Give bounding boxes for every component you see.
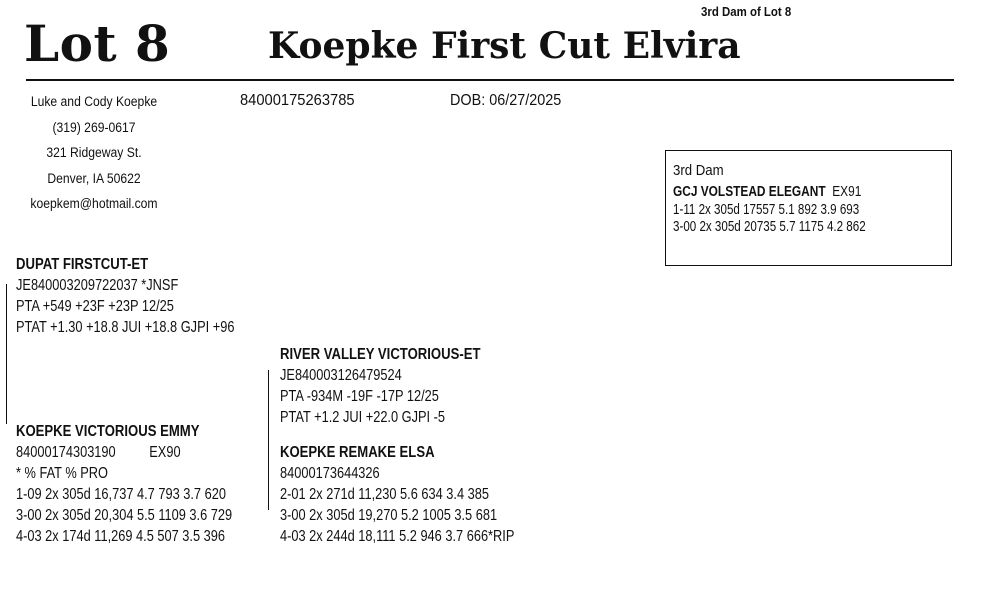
dams-sire-pta: PTA -934M -19F -17P 12/25 xyxy=(280,388,439,405)
dams-dam-record: 4-03 2x 244d 18,111 5.2 946 3.7 666*RIP xyxy=(280,528,515,545)
consignor-phone: (319) 269-0617 xyxy=(52,119,136,135)
third-dam-record: 3-00 2x 305d 20735 5.7 1175 4.2 862 xyxy=(673,219,866,235)
dam-score: EX90 xyxy=(149,444,181,461)
third-dam-name-line xyxy=(673,183,870,202)
consignor-name: Luke and Cody Koepke xyxy=(30,94,158,109)
dam-record: 1-09 2x 305d 16,737 4.7 793 3.7 620 xyxy=(16,486,226,503)
sire-reg: JE840003209722037 *JNSF xyxy=(16,277,179,294)
dams-dam-reg: 84000173644326 xyxy=(280,465,380,482)
dam-record: 3-00 2x 305d 20,304 5.5 1109 3.6 729 xyxy=(16,507,233,524)
third-dam-name: GCJ VOLSTEAD ELEGANT xyxy=(673,184,826,200)
consignor-city: Denver, IA 50622 xyxy=(47,170,141,186)
dam-block xyxy=(16,422,286,547)
dam-reg-line xyxy=(16,442,232,463)
sire-ptat: PTAT +1.30 +18.8 JUI +18.8 GJPI +96 xyxy=(16,319,235,336)
animal-name-title: Koepke First Cut Elvira xyxy=(268,25,741,67)
sire-block xyxy=(16,255,289,338)
dam-name: KOEPKE VICTORIOUS EMMY xyxy=(16,423,200,440)
corner-label: 3rd Dam of Lot 8 xyxy=(701,4,792,19)
dam-record-header: * % FAT % PRO xyxy=(16,465,108,482)
consignor-info xyxy=(10,89,178,217)
dams-dam-record: 3-00 2x 305d 19,270 5.2 1005 3.5 681 xyxy=(280,507,498,524)
third-dam-record: 1-11 2x 305d 17557 5.1 892 3.9 693 xyxy=(673,202,860,218)
dams-dam-record: 2-01 2x 271d 11,230 5.6 634 3.4 385 xyxy=(280,486,490,503)
consignor-street: 321 Ridgeway St. xyxy=(46,145,142,160)
sire-name: DUPAT FIRSTCUT-ET xyxy=(16,256,149,273)
date-of-birth: DOB: 06/27/2025 xyxy=(450,92,562,109)
registration-number: 84000175263785 xyxy=(240,92,355,109)
dams-dam-block xyxy=(280,443,573,547)
dams-sire-reg: JE840003126479524 xyxy=(280,367,402,384)
third-dam-box xyxy=(665,150,952,266)
consignor-email: koepkem@hotmail.com xyxy=(30,196,158,211)
third-dam-label: 3rd Dam xyxy=(673,162,724,179)
dams-sire-name: RIVER VALLEY VICTORIOUS-ET xyxy=(280,346,481,363)
sire-pta: PTA +549 +23F +23P 12/25 xyxy=(16,298,174,315)
dam-reg: 84000174303190 xyxy=(16,444,116,461)
header-divider xyxy=(26,79,954,81)
dam-record: 4-03 2x 174d 11,269 4.5 507 3.5 396 xyxy=(16,528,226,545)
dams-sire-block xyxy=(280,345,524,428)
lot-number: Lot 8 xyxy=(24,14,171,73)
dams-dam-name: KOEPKE REMAKE ELSA xyxy=(280,444,435,461)
dams-sire-ptat: PTAT +1.2 JUI +22.0 GJPI -5 xyxy=(280,409,446,426)
pedigree-bracket-sire xyxy=(6,284,7,424)
third-dam-score: EX91 xyxy=(832,184,862,200)
